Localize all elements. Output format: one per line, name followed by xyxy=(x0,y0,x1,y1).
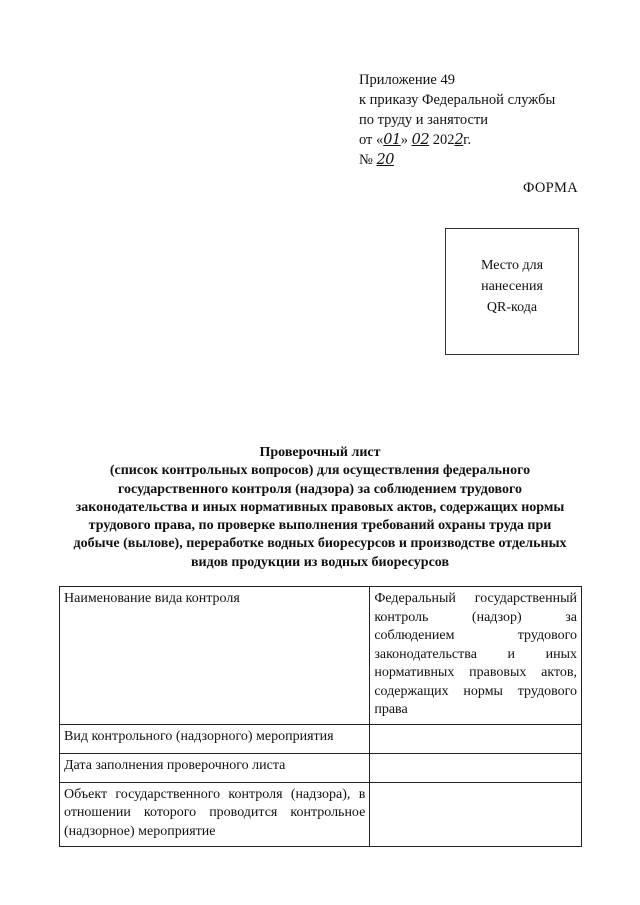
title-line: (список контрольных вопросов) для осуществления федерального xyxy=(109,463,531,479)
handwritten-day: 01 xyxy=(383,132,401,148)
qr-code-placeholder xyxy=(445,228,579,355)
order-date: от «01» 02 2022г. xyxy=(359,132,472,148)
title-line: государственного контроля (надзора) за соблюдением трудового xyxy=(118,481,522,497)
order-number: № 20 xyxy=(359,152,394,168)
title-line: законодательства и иных нормативных правовых актов, содержащих нормы xyxy=(75,499,565,515)
table-row xyxy=(60,587,582,725)
table-cell-value xyxy=(370,782,582,846)
handwritten-year-digit: 2 xyxy=(454,132,464,148)
handwritten-number: 20 xyxy=(376,152,394,168)
table-cell-value xyxy=(370,753,582,782)
order-agency: по труду и занятости xyxy=(359,112,489,128)
appendix-header xyxy=(359,70,589,170)
document-title xyxy=(40,444,600,572)
title-line: трудового права, по проверке выполнения требований охраны труда при xyxy=(88,518,552,534)
qr-placeholder-line: Место для xyxy=(480,258,544,273)
inspection-info-table xyxy=(59,586,582,847)
title-line: видов продукции из водных биоресурсов xyxy=(190,554,450,570)
table-row xyxy=(60,724,582,753)
title-line: добыче (вылове), переработке водных биоресурсов и производстве отдельных xyxy=(73,536,567,552)
table-cell-value xyxy=(370,724,582,753)
table-row xyxy=(60,753,582,782)
table-cell-value: Федеральный государственный контроль (надзор) за соблюдением трудового законодательства и иных нормативных правовых актов, содержащих нормы трудового права xyxy=(370,587,582,725)
table-cell-label: Объект государственного контроля (надзора), в отношении которого проводится контрольное (надзорное) мероприятие xyxy=(60,782,370,846)
table-cell-label: Дата заполнения проверочного листа xyxy=(60,753,370,782)
form-label: ФОРМА xyxy=(522,180,578,196)
title-line: Проверочный лист xyxy=(259,445,381,460)
order-reference: к приказу Федеральной службы xyxy=(359,92,556,108)
table-row xyxy=(60,782,582,846)
handwritten-month: 02 xyxy=(411,132,430,148)
qr-placeholder-line: нанесения xyxy=(481,279,543,294)
qr-placeholder-line: QR-кода xyxy=(486,300,538,315)
table-cell-label: Вид контрольного (надзорного) мероприятия xyxy=(60,724,370,753)
appendix-number: Приложение 49 xyxy=(359,72,455,88)
table-cell-label: Наименование вида контроля xyxy=(60,587,370,725)
